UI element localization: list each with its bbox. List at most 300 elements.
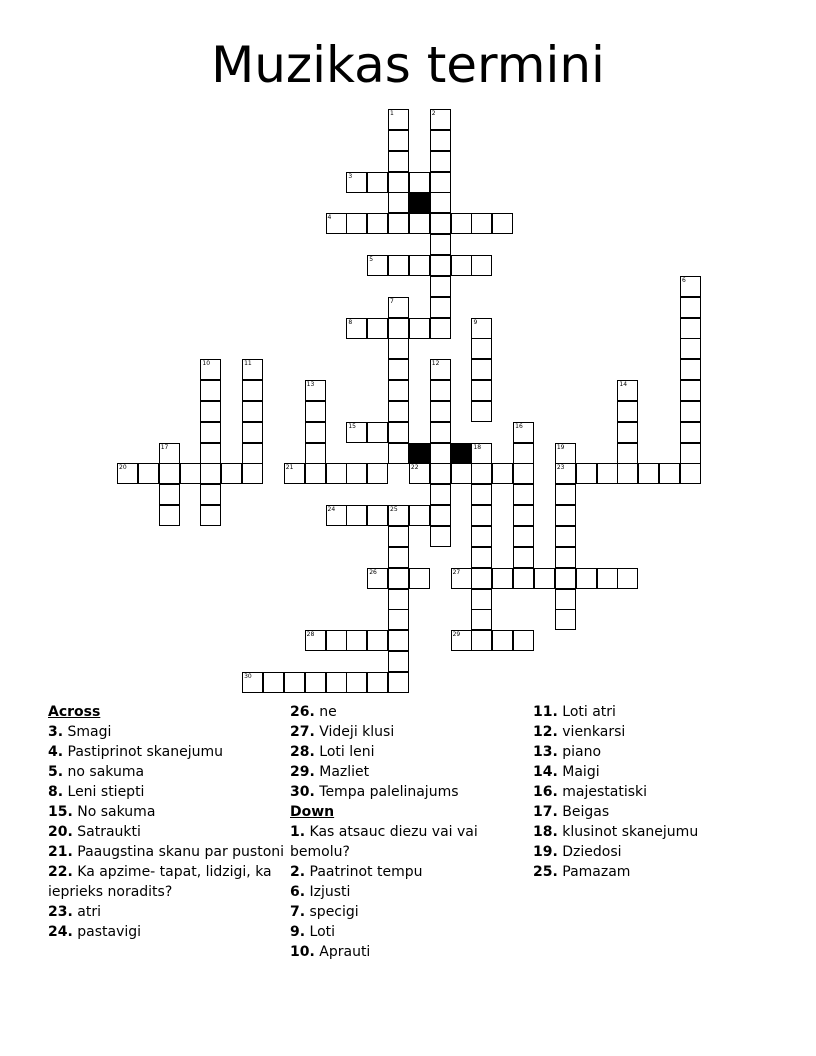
grid-cell[interactable] xyxy=(326,213,347,234)
grid-cell[interactable] xyxy=(430,505,451,526)
grid-cell[interactable] xyxy=(326,505,347,526)
grid-cell[interactable] xyxy=(346,318,367,339)
black-cell xyxy=(451,443,472,464)
grid-cell[interactable] xyxy=(513,505,534,526)
clue-item xyxy=(290,742,530,762)
clue-item-number: 24. xyxy=(48,924,73,940)
grid-cell[interactable] xyxy=(159,443,180,464)
clue-item xyxy=(290,862,530,882)
clue-number: 19 xyxy=(556,443,565,451)
grid-cell[interactable] xyxy=(388,213,409,234)
grid-cell[interactable] xyxy=(617,443,638,464)
clue-item-text: klusinot skanejumu xyxy=(562,824,699,840)
grid-cell[interactable] xyxy=(513,526,534,547)
grid-cell[interactable] xyxy=(492,213,513,234)
grid-cell[interactable] xyxy=(638,463,659,484)
clue-number: 18 xyxy=(473,443,482,451)
grid-cell[interactable] xyxy=(242,359,263,380)
grid-cell[interactable] xyxy=(346,630,367,651)
clue-number: 26 xyxy=(369,568,377,576)
grid-cell[interactable] xyxy=(388,609,409,630)
clue-item-text: Satraukti xyxy=(77,824,141,840)
grid-cell[interactable] xyxy=(680,443,701,464)
grid-cell[interactable] xyxy=(680,422,701,443)
grid-cell[interactable] xyxy=(513,547,534,568)
grid-cell[interactable] xyxy=(492,463,513,484)
grid-cell[interactable] xyxy=(680,359,701,380)
clue-number: 15 xyxy=(348,422,356,430)
grid-cell[interactable] xyxy=(388,255,409,276)
clue-item-text: Paatrinot tempu xyxy=(309,864,423,880)
grid-cell[interactable] xyxy=(367,318,388,339)
grid-cell[interactable] xyxy=(471,359,492,380)
grid-cell[interactable] xyxy=(680,297,701,318)
grid-cell[interactable] xyxy=(430,380,451,401)
clue-item-text: Aprauti xyxy=(319,944,371,960)
grid-cell[interactable] xyxy=(346,463,367,484)
clue-item-text: pastavigi xyxy=(77,924,142,940)
clue-item xyxy=(48,742,288,762)
clue-item-text: Paaugstina skanu par pustoni xyxy=(77,844,285,860)
grid-cell[interactable] xyxy=(555,609,576,630)
grid-cell[interactable] xyxy=(430,359,451,380)
grid-cell[interactable] xyxy=(388,589,409,610)
black-cell xyxy=(409,443,430,464)
grid-cell[interactable] xyxy=(555,568,576,589)
clue-item xyxy=(290,702,530,722)
clue-item-number: 18. xyxy=(533,824,558,840)
clue-item-number: 21. xyxy=(48,844,73,860)
grid-cell[interactable] xyxy=(388,172,409,193)
clue-item xyxy=(48,842,288,862)
grid-cell[interactable] xyxy=(200,401,221,422)
grid-cell[interactable] xyxy=(305,443,326,464)
grid-cell[interactable] xyxy=(326,630,347,651)
grid-cell[interactable] xyxy=(471,526,492,547)
clue-item-text: Pamazam xyxy=(562,864,631,880)
clue-item-number: 17. xyxy=(533,804,558,820)
grid-cell[interactable] xyxy=(430,172,451,193)
clue-number: 13 xyxy=(306,381,315,389)
clue-item-number: 28. xyxy=(290,744,315,760)
clue-item-text: Ka apzime- tapat, lidzigi, ka ieprieks noradits? xyxy=(48,864,272,900)
grid-cell[interactable] xyxy=(451,213,472,234)
clue-number: 14 xyxy=(619,381,628,389)
clue-item xyxy=(533,842,773,862)
grid-cell[interactable] xyxy=(471,484,492,505)
clue-item xyxy=(533,782,773,802)
grid-cell[interactable] xyxy=(492,630,513,651)
grid-cell[interactable] xyxy=(346,213,367,234)
grid-cell[interactable] xyxy=(388,526,409,547)
clue-item-text: Smagi xyxy=(67,724,112,740)
grid-cell[interactable] xyxy=(451,568,472,589)
clue-item-number: 12. xyxy=(533,724,558,740)
grid-cell[interactable] xyxy=(513,568,534,589)
clue-number: 22 xyxy=(410,464,419,472)
grid-cell[interactable] xyxy=(471,401,492,422)
grid-cell[interactable] xyxy=(159,505,180,526)
grid-cell[interactable] xyxy=(513,630,534,651)
clue-item-number: 23. xyxy=(48,904,73,920)
clue-number: 4 xyxy=(327,214,332,222)
grid-cell[interactable] xyxy=(576,568,597,589)
grid-cell[interactable] xyxy=(388,380,409,401)
grid-cell[interactable] xyxy=(200,484,221,505)
grid-cell[interactable] xyxy=(680,276,701,297)
clue-number: 21 xyxy=(285,464,294,472)
grid-cell[interactable] xyxy=(513,484,534,505)
grid-cell[interactable] xyxy=(680,380,701,401)
grid-cell[interactable] xyxy=(680,318,701,339)
clue-number: 25 xyxy=(390,506,398,514)
clue-number: 9 xyxy=(473,318,478,326)
clue-item-text: vienkarsi xyxy=(562,724,626,740)
grid-cell[interactable] xyxy=(555,526,576,547)
clue-item-text: Mazliet xyxy=(319,764,370,780)
grid-cell[interactable] xyxy=(430,130,451,151)
clue-item xyxy=(533,802,773,822)
grid-cell[interactable] xyxy=(680,338,701,359)
grid-cell[interactable] xyxy=(451,630,472,651)
grid-cell[interactable] xyxy=(430,192,451,213)
clue-item-number: 9. xyxy=(290,924,306,940)
clue-item-text: atri xyxy=(77,904,101,920)
grid-cell[interactable] xyxy=(471,443,492,464)
clue-item xyxy=(533,862,773,882)
clue-number: 30 xyxy=(244,672,252,680)
grid-cell[interactable] xyxy=(471,213,492,234)
clue-item xyxy=(48,922,288,942)
clue-number: 7 xyxy=(390,297,394,305)
grid-cell[interactable] xyxy=(367,672,388,693)
grid-cell[interactable] xyxy=(305,463,326,484)
grid-cell[interactable] xyxy=(451,255,472,276)
grid-cell[interactable] xyxy=(513,443,534,464)
clue-item-text: Leni stiepti xyxy=(67,784,145,800)
clue-item-number: 26. xyxy=(290,704,315,720)
grid-cell[interactable] xyxy=(680,463,701,484)
grid-cell[interactable] xyxy=(242,672,263,693)
clue-number: 29 xyxy=(452,631,461,639)
grid-cell[interactable] xyxy=(555,463,576,484)
grid-cell[interactable] xyxy=(471,463,492,484)
grid-cell[interactable] xyxy=(138,463,159,484)
grid-cell[interactable] xyxy=(367,505,388,526)
grid-cell[interactable] xyxy=(346,505,367,526)
clue-item-text: Loti xyxy=(309,924,336,940)
grid-cell[interactable] xyxy=(471,318,492,339)
grid-cell[interactable] xyxy=(471,255,492,276)
black-cell xyxy=(409,192,430,213)
grid-cell[interactable] xyxy=(430,484,451,505)
grid-cell[interactable] xyxy=(200,505,221,526)
clue-item-number: 22. xyxy=(48,864,73,880)
clue-item xyxy=(48,802,288,822)
grid-cell[interactable] xyxy=(305,401,326,422)
clue-column-1 xyxy=(48,702,288,942)
grid-cell[interactable] xyxy=(680,401,701,422)
clue-item-number: 4. xyxy=(48,744,64,760)
clue-item xyxy=(533,762,773,782)
grid-cell[interactable] xyxy=(471,380,492,401)
grid-cell[interactable] xyxy=(305,422,326,443)
clue-item-number: 8. xyxy=(48,784,64,800)
grid-cell[interactable] xyxy=(242,443,263,464)
grid-cell[interactable] xyxy=(367,463,388,484)
clue-number: 8 xyxy=(348,318,353,326)
grid-cell[interactable] xyxy=(430,276,451,297)
grid-cell[interactable] xyxy=(659,463,680,484)
clue-column-3 xyxy=(533,702,773,882)
clue-item xyxy=(290,902,530,922)
clue-item xyxy=(48,722,288,742)
clue-item-text: Loti leni xyxy=(319,744,375,760)
clue-number: 28 xyxy=(306,631,315,639)
grid-cell[interactable] xyxy=(388,443,409,464)
grid-cell[interactable] xyxy=(200,443,221,464)
grid-cell[interactable] xyxy=(409,213,430,234)
grid-cell[interactable] xyxy=(388,568,409,589)
clue-item xyxy=(290,942,530,962)
clue-number: 5 xyxy=(369,255,374,263)
grid-cell[interactable] xyxy=(555,547,576,568)
grid-cell[interactable] xyxy=(430,109,451,130)
grid-cell[interactable] xyxy=(367,630,388,651)
grid-cell[interactable] xyxy=(409,172,430,193)
grid-cell[interactable] xyxy=(471,568,492,589)
grid-cell[interactable] xyxy=(430,213,451,234)
clue-item xyxy=(290,762,530,782)
clue-item-text: no sakuma xyxy=(67,764,145,780)
grid-cell[interactable] xyxy=(305,672,326,693)
grid-cell[interactable] xyxy=(617,568,638,589)
clue-number: 27 xyxy=(452,568,461,576)
grid-cell[interactable] xyxy=(242,422,263,443)
grid-cell[interactable] xyxy=(200,380,221,401)
clue-item-number: 19. xyxy=(533,844,558,860)
grid-cell[interactable] xyxy=(200,463,221,484)
grid-cell[interactable] xyxy=(513,463,534,484)
grid-cell[interactable] xyxy=(305,630,326,651)
grid-cell[interactable] xyxy=(117,463,138,484)
grid-cell[interactable] xyxy=(388,338,409,359)
grid-cell[interactable] xyxy=(597,463,618,484)
grid-cell[interactable] xyxy=(471,505,492,526)
clue-item-number: 7. xyxy=(290,904,306,920)
grid-cell[interactable] xyxy=(346,172,367,193)
clue-item xyxy=(48,862,288,902)
grid-cell[interactable] xyxy=(388,630,409,651)
grid-cell[interactable] xyxy=(430,151,451,172)
grid-cell[interactable] xyxy=(388,359,409,380)
grid-cell[interactable] xyxy=(409,318,430,339)
grid-cell[interactable] xyxy=(284,463,305,484)
clue-item xyxy=(48,822,288,842)
clue-item xyxy=(48,782,288,802)
grid-cell[interactable] xyxy=(430,318,451,339)
grid-cell[interactable] xyxy=(576,463,597,484)
grid-cell[interactable] xyxy=(471,547,492,568)
grid-cell[interactable] xyxy=(451,463,472,484)
grid-cell[interactable] xyxy=(409,463,430,484)
clue-item-text: Pastiprinot skanejumu xyxy=(67,744,223,760)
clue-column-2 xyxy=(290,702,530,962)
grid-cell[interactable] xyxy=(471,589,492,610)
grid-cell[interactable] xyxy=(242,463,263,484)
clue-item-text: Izjusti xyxy=(309,884,351,900)
clue-item-number: 2. xyxy=(290,864,306,880)
grid-cell[interactable] xyxy=(388,401,409,422)
clue-number: 24 xyxy=(327,506,336,514)
clue-number: 16 xyxy=(515,422,523,430)
grid-cell[interactable] xyxy=(159,463,180,484)
grid-cell[interactable] xyxy=(326,672,347,693)
clue-item-number: 16. xyxy=(533,784,558,800)
grid-cell[interactable] xyxy=(430,422,451,443)
grid-cell[interactable] xyxy=(388,318,409,339)
grid-cell[interactable] xyxy=(409,568,430,589)
grid-cell[interactable] xyxy=(430,443,451,464)
grid-cell[interactable] xyxy=(430,255,451,276)
clue-number: 12 xyxy=(431,360,440,368)
grid-cell[interactable] xyxy=(284,672,305,693)
grid-cell[interactable] xyxy=(200,422,221,443)
clue-number: 3 xyxy=(348,172,353,180)
grid-cell[interactable] xyxy=(597,568,618,589)
grid-cell[interactable] xyxy=(555,443,576,464)
clue-item xyxy=(290,882,530,902)
puzzle-title: Muzikas termini xyxy=(211,36,605,94)
grid-cell[interactable] xyxy=(367,255,388,276)
clue-item-text: Dziedosi xyxy=(562,844,622,860)
grid-cell[interactable] xyxy=(367,172,388,193)
clue-number: 6 xyxy=(681,276,686,284)
grid-cell[interactable] xyxy=(388,672,409,693)
grid-cell[interactable] xyxy=(367,213,388,234)
clue-item xyxy=(290,922,530,942)
grid-cell[interactable] xyxy=(388,651,409,672)
grid-cell[interactable] xyxy=(367,422,388,443)
grid-cell[interactable] xyxy=(159,484,180,505)
grid-cell[interactable] xyxy=(617,422,638,443)
grid-cell[interactable] xyxy=(242,401,263,422)
grid-cell[interactable] xyxy=(388,547,409,568)
clue-item-number: 15. xyxy=(48,804,73,820)
clue-item xyxy=(48,902,288,922)
grid-cell[interactable] xyxy=(180,463,201,484)
clue-item-number: 29. xyxy=(290,764,315,780)
grid-cell[interactable] xyxy=(617,380,638,401)
grid-cell[interactable] xyxy=(305,380,326,401)
clue-item xyxy=(290,822,530,862)
grid-cell[interactable] xyxy=(471,338,492,359)
grid-cell[interactable] xyxy=(388,505,409,526)
clue-item-text: majestatiski xyxy=(562,784,648,800)
grid-cell[interactable] xyxy=(409,255,430,276)
clue-item-text: piano xyxy=(562,744,602,760)
grid-cell[interactable] xyxy=(430,463,451,484)
clue-number: 10 xyxy=(202,360,211,368)
grid-cell[interactable] xyxy=(409,505,430,526)
grid-cell[interactable] xyxy=(617,463,638,484)
clue-item-number: 20. xyxy=(48,824,73,840)
grid-cell[interactable] xyxy=(430,401,451,422)
clue-item-text: No sakuma xyxy=(77,804,156,820)
clue-item-text: Tempa palelinajums xyxy=(319,784,459,800)
grid-cell[interactable] xyxy=(430,297,451,318)
clue-item-number: 25. xyxy=(533,864,558,880)
grid-cell[interactable] xyxy=(388,422,409,443)
grid-cell[interactable] xyxy=(617,401,638,422)
grid-cell[interactable] xyxy=(367,568,388,589)
grid-cell[interactable] xyxy=(555,589,576,610)
clue-item-number: 27. xyxy=(290,724,315,740)
clue-item xyxy=(290,722,530,742)
grid-cell[interactable] xyxy=(430,234,451,255)
clue-item-text: ne xyxy=(319,704,337,720)
grid-cell[interactable] xyxy=(471,630,492,651)
grid-cell[interactable] xyxy=(492,568,513,589)
grid-cell[interactable] xyxy=(346,422,367,443)
grid-cell[interactable] xyxy=(513,422,534,443)
clue-item xyxy=(533,722,773,742)
grid-cell[interactable] xyxy=(388,109,409,130)
grid-cell[interactable] xyxy=(388,192,409,213)
grid-cell[interactable] xyxy=(388,130,409,151)
grid-cell[interactable] xyxy=(263,672,284,693)
clue-number: 2 xyxy=(431,110,436,117)
clue-number: 20 xyxy=(119,464,127,472)
clue-number: 23 xyxy=(556,464,565,472)
across-header: Across xyxy=(48,704,101,720)
clue-item-number: 14. xyxy=(533,764,558,780)
grid-cell[interactable] xyxy=(200,359,221,380)
grid-cell[interactable] xyxy=(326,463,347,484)
grid-cell[interactable] xyxy=(555,505,576,526)
clue-item-text: Maigi xyxy=(562,764,600,780)
clue-item-number: 5. xyxy=(48,764,64,780)
grid-cell[interactable] xyxy=(346,672,367,693)
clue-item-text: Kas atsauc diezu vai vai bemolu? xyxy=(290,824,478,860)
clue-item xyxy=(533,822,773,842)
clue-item-number: 13. xyxy=(533,744,558,760)
clue-number: 1 xyxy=(390,110,394,117)
clue-item-text: specigi xyxy=(309,904,359,920)
clue-item-number: 1. xyxy=(290,824,306,840)
grid-cell[interactable] xyxy=(388,297,409,318)
clue-item-number: 6. xyxy=(290,884,306,900)
clue-item-number: 10. xyxy=(290,944,315,960)
grid-cell[interactable] xyxy=(242,380,263,401)
clue-item-text: Videji klusi xyxy=(319,724,395,740)
grid-cell[interactable] xyxy=(430,526,451,547)
grid-cell[interactable] xyxy=(388,151,409,172)
grid-cell[interactable] xyxy=(221,463,242,484)
down-header: Down xyxy=(290,804,335,820)
clue-item xyxy=(290,782,530,802)
clue-item xyxy=(533,742,773,762)
clue-item-text: Loti atri xyxy=(562,704,616,720)
clue-number: 11 xyxy=(244,360,252,368)
clue-item-number: 3. xyxy=(48,724,64,740)
clue-number: 17 xyxy=(160,443,169,451)
grid-cell[interactable] xyxy=(471,609,492,630)
grid-cell[interactable] xyxy=(555,484,576,505)
grid-cell[interactable] xyxy=(534,568,555,589)
clue-item xyxy=(48,762,288,782)
clue-item xyxy=(533,702,773,722)
